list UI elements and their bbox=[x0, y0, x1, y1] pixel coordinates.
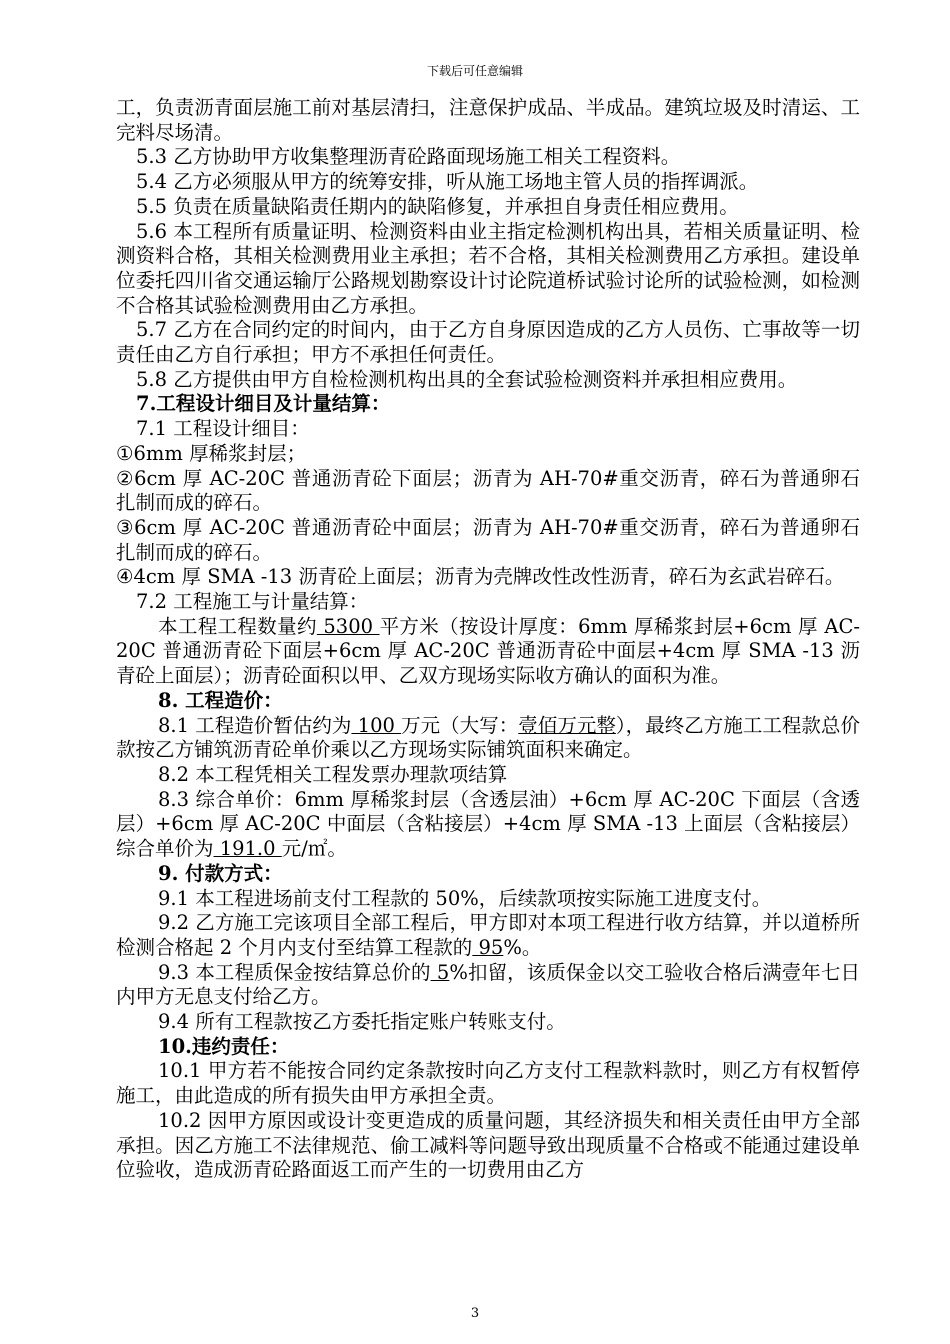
clause-7-2-body bbox=[116, 615, 860, 689]
unit-price-value: 191.0 bbox=[213, 837, 282, 861]
clause-5-6: 5.6 本工程所有质量证明、检测资料由业主指定检测机构出具，若相关质量证明、检测资料合格，其相关检测费用业主承担；若不合格，其相关检测费用乙方承担。建设单位委托四川省交通运输厅公路规划勘察设计讨论院道桥试验讨论所的试验检测，如检测不合格其试验检测费用由乙方承担。 bbox=[116, 219, 860, 317]
item-2: ②6cm 厚 AC-20C 普通沥青砼下面层；沥青为 AH-70#重交沥青，碎石为普通卵石扎制而成的碎石。 bbox=[116, 466, 860, 515]
item-1: ①6mm 厚稀浆封层； bbox=[116, 441, 307, 465]
text-segment: %。 bbox=[503, 935, 542, 959]
section-heading-9: 9. 付款方式： bbox=[158, 861, 283, 885]
clause-9-4: 9.4 所有工程款按乙方委托指定账户转账支付。 bbox=[158, 1010, 566, 1034]
clause-8-2: 8.2 本工程凭相关工程发票办理款项结算 bbox=[158, 762, 508, 786]
clause-8-3 bbox=[116, 788, 860, 862]
clause-5-5: 5.5 负责在质量缺陷责任期内的缺陷修复，并承担自身责任相应费用。 bbox=[136, 194, 739, 218]
cost-value-words: 壹佰万元整 bbox=[518, 713, 616, 737]
cost-value: 100 bbox=[351, 713, 402, 737]
section-heading-8: 8. 工程造价： bbox=[158, 688, 283, 712]
clause-5-8: 5.8 乙方提供由甲方自检检测机构出具的全套试验检测资料并承担相应费用。 bbox=[136, 367, 798, 391]
item-3: ③6cm 厚 AC-20C 普通沥青砼中面层；沥青为 AH-70#重交沥青，碎石为普通卵石扎制而成的碎石。 bbox=[116, 515, 860, 564]
item-4: ④4cm 厚 SMA -13 沥青砼上面层；沥青为壳牌改性改性沥青，碎石为玄武岩碎石。 bbox=[116, 565, 845, 589]
clause-7-1: 7.1 工程设计细目： bbox=[136, 417, 310, 441]
text-segment: 平方米（按设计厚度：6mm 厚稀浆封层+6cm 厚 AC-20C 普通沥青砼下面层+6cm 厚 AC-20C 普通沥青砼中面层+4cm 厚 SMA -13 沥青砼上面层）；沥青砼面积以甲、乙双方现场实际收方确认的面积为准。 bbox=[116, 614, 860, 688]
text-segment: 本工程工程数量约 bbox=[158, 614, 317, 638]
text-segment: 元/㎡。 bbox=[281, 837, 347, 861]
text-segment: 9.3 本工程质保金按结算总价的 bbox=[158, 960, 431, 984]
clause-10-1: 10.1 甲方若不能按合同约定条款按时向乙方支付工程款料款时，则乙方有权暂停施工，由此造成的所有损失由甲方承担全责。 bbox=[116, 1059, 860, 1108]
text-segment: 8.1 工程造价暂估约为 bbox=[158, 713, 352, 737]
clause-5-3: 5.3 乙方协助甲方收集整理沥青砼路面现场施工相关工程资料。 bbox=[136, 145, 681, 169]
clause-5-4: 5.4 乙方必须服从甲方的统筹安排，听从施工场地主管人员的指挥调派。 bbox=[136, 170, 759, 194]
section-heading-7: 7.工程设计细目及计量结算： bbox=[136, 392, 391, 416]
clause-5-7: 5.7 乙方在合同约定的时间内，由于乙方自身原因造成的乙方人员伤、亡事故等一切责任由乙方自行承担；甲方不承担任何责任。 bbox=[116, 318, 860, 367]
quantity-value: 5300 bbox=[316, 614, 380, 638]
section-heading-10: 10.违约责任： bbox=[158, 1034, 290, 1058]
clause-10-2: 10.2 因甲方原因或设计变更造成的质量问题，其经济损失和相关责任由甲方全部承担。因乙方施工不法律规范、偷工减料等问题导致出现质量不合格或不能通过建设单位验收，造成沥青砼路面返工而产生的一切费用由乙方 bbox=[116, 1108, 860, 1182]
retention-percent-value: 5 bbox=[430, 960, 450, 984]
text-segment: 9.2 乙方施工完该项目全部工程后，甲方即对本项工程进行收方结算，并以道桥所检测合格起 2 个月内支付至结算工程款的 bbox=[116, 911, 860, 959]
clause-9-2 bbox=[116, 911, 860, 960]
paragraph-continuation: 工，负责沥青面层施工前对基层清扫，注意保护成品、半成品。建筑垃圾及时清运、工完料尽场清。 bbox=[116, 96, 860, 144]
clause-8-1 bbox=[116, 714, 860, 763]
clause-9-3 bbox=[116, 961, 860, 1010]
clause-9-1: 9.1 本工程进场前支付工程款的 50%，后续款项按实际施工进度支付。 bbox=[158, 886, 772, 910]
text-segment: ），最终乙方施工工程款总价款按乙方铺筑沥青砼单价乘以乙方现场实际铺筑面积来确定。 bbox=[116, 713, 860, 762]
text-segment: %扣留，该质保金以交工验收合格后满壹年七日内甲方无息支付给乙方。 bbox=[116, 960, 860, 1009]
clause-7-2: 7.2 工程施工与计量结算： bbox=[136, 590, 369, 614]
page-number: 3 bbox=[470, 1306, 480, 1321]
document-body bbox=[116, 96, 860, 1183]
percent-value: 95 bbox=[472, 935, 504, 959]
text-segment: 万元（大写： bbox=[401, 713, 519, 737]
page-header: 下载后可任意编辑 bbox=[426, 64, 523, 78]
text-segment: 8.3 综合单价：6mm 厚稀浆封层（含透层油）+6cm 厚 AC-20C 下面层（含透层）+6cm 厚 AC-20C 中面层（含粘接层）+4cm 厚 SMA -13 上面层（含粘接层）综合单价为 bbox=[116, 787, 860, 861]
